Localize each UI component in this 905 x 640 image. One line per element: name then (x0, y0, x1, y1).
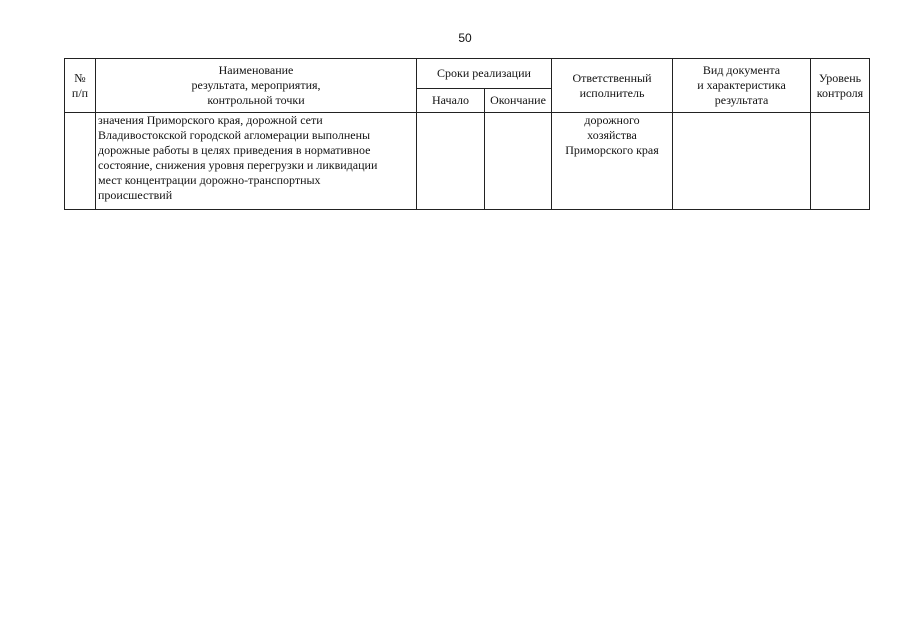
header-control-level (811, 59, 870, 113)
cell-name (96, 113, 417, 210)
header-document-line3: результата (714, 93, 769, 107)
cell-responsible (552, 113, 673, 210)
header-start: Начало (417, 89, 485, 113)
header-number-line1: № (74, 70, 86, 85)
cell-control-level (811, 113, 870, 210)
cell-name-line: Владивостокской городской агломерации выполнены (98, 128, 371, 142)
cell-responsible-line: Приморского края (565, 143, 659, 157)
cell-end (485, 113, 552, 210)
cell-responsible-line: хозяйства (587, 128, 637, 142)
cell-start (417, 113, 485, 210)
header-responsible (552, 59, 673, 113)
table-row (65, 113, 870, 210)
header-number (65, 59, 96, 113)
header-name-line3: контрольной точки (207, 93, 305, 107)
cell-number (65, 113, 96, 210)
header-document-line1: Вид документа (702, 63, 781, 77)
header-document (673, 59, 811, 113)
header-document-line2: и характеристика (697, 78, 786, 92)
header-terms: Сроки реализации (417, 59, 552, 89)
cell-name-line: состояние, снижения уровня перегрузки и ликвидации (98, 158, 378, 172)
header-name-line2: результата, мероприятия, (191, 78, 321, 92)
implementation-plan-table (64, 58, 870, 210)
header-end: Окончание (485, 89, 552, 113)
page-number: 50 (458, 31, 472, 45)
cell-name-line: происшествий (98, 188, 173, 202)
cell-responsible-line: дорожного (584, 113, 640, 127)
cell-name-line: дорожные работы в целях приведения в нормативное (98, 143, 371, 157)
cell-name-line: значения Приморского края, дорожной сети (98, 113, 323, 127)
header-row-main (65, 59, 870, 89)
header-number-line2: п/п (71, 85, 89, 100)
header-responsible-line2: исполнитель (579, 85, 645, 100)
header-responsible-line1: Ответственный (572, 70, 652, 85)
header-control-line1: Уровень (818, 70, 862, 85)
header-control-line2: контроля (816, 85, 864, 100)
header-name-line1: Наименование (218, 63, 294, 77)
cell-document (673, 113, 811, 210)
cell-name-line: мест концентрации дорожно-транспортных (98, 173, 321, 187)
header-name (96, 59, 417, 113)
